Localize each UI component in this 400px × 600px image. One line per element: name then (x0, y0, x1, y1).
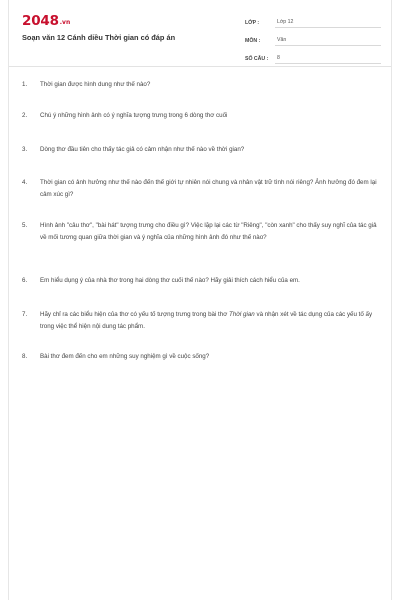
meta-row-count (245, 50, 381, 64)
site-logo[interactable] (22, 13, 70, 31)
meta-value-subject: Văn (275, 37, 381, 46)
question-item (22, 309, 378, 332)
logo-domain: .vn (59, 19, 71, 26)
question-item (22, 351, 378, 363)
question-item (22, 177, 378, 200)
question-text: Dòng thơ đầu tiên cho thấy tác giả có cảm nhận như thế nào về thời gian? (40, 146, 245, 153)
logo-text: 2048 (22, 13, 59, 29)
question-number: 3. (22, 146, 28, 153)
meta-label-class: LỚP : (245, 20, 260, 26)
question-text-part: và nhận xét về tác dụng của các yếu tố ấy trong việc thể hiện nội dung tác phẩm. (40, 311, 373, 330)
question-text: Thời gian được hình dung như thế nào? (40, 81, 151, 88)
question-text (40, 309, 378, 332)
question-number: 5. (22, 222, 28, 229)
meta-row-subject (245, 32, 381, 46)
meta-row-class (245, 14, 381, 28)
question-text: Em hiểu dụng ý của nhà thơ trong hai dòng thơ cuối thế nào? Hãy giải thích cách hiểu của em. (40, 277, 300, 284)
question-text-part: Hãy chỉ ra các biểu hiện của thơ có yếu tố tượng trưng trong bài thơ (40, 311, 229, 318)
meta-value-class: Lớp 12 (275, 19, 381, 28)
question-number: 4. (22, 179, 28, 186)
question-text: Hình ảnh "câu thơ", "bài hát" tượng trưng cho điều gì? Việc lặp lại các từ "Riêng", "còn xanh" cho thấy suy nghĩ của tác giả về mối tương quan giữa thời gian và ý nghĩa của những hình ảnh đó như thế nào? (40, 222, 377, 241)
document-meta (245, 14, 381, 68)
question-item (22, 79, 378, 91)
question-item (22, 220, 378, 243)
question-text: Bài thơ đem đến cho em những suy nghiệm gì về cuộc sống? (40, 353, 210, 360)
document-header (9, 0, 391, 67)
poem-title: Thời gian (229, 311, 255, 318)
question-item (22, 110, 378, 122)
question-number: 8. (22, 353, 28, 360)
document-page (8, 0, 392, 600)
question-number: 7. (22, 311, 28, 318)
question-number: 1. (22, 81, 28, 88)
document-title: Soạn văn 12 Cánh diều Thời gian có đáp án (22, 33, 176, 42)
meta-value-count: 8 (275, 55, 381, 64)
question-item (22, 144, 378, 156)
question-text: Chú ý những hình ảnh có ý nghĩa tượng trưng trong 6 dòng thơ cuối (40, 112, 228, 119)
meta-label-subject: MÔN : (245, 38, 261, 44)
question-number: 6. (22, 277, 28, 284)
question-item (22, 275, 378, 287)
meta-label-count: SỐ CÂU : (245, 56, 269, 62)
question-text: Thời gian có ảnh hưởng như thế nào đến thế giới tự nhiên nói chung và nhân vật trữ tình nói riêng? Ảnh hưởng đó đem lại cảm xúc gì? (40, 179, 377, 198)
question-number: 2. (22, 112, 28, 119)
